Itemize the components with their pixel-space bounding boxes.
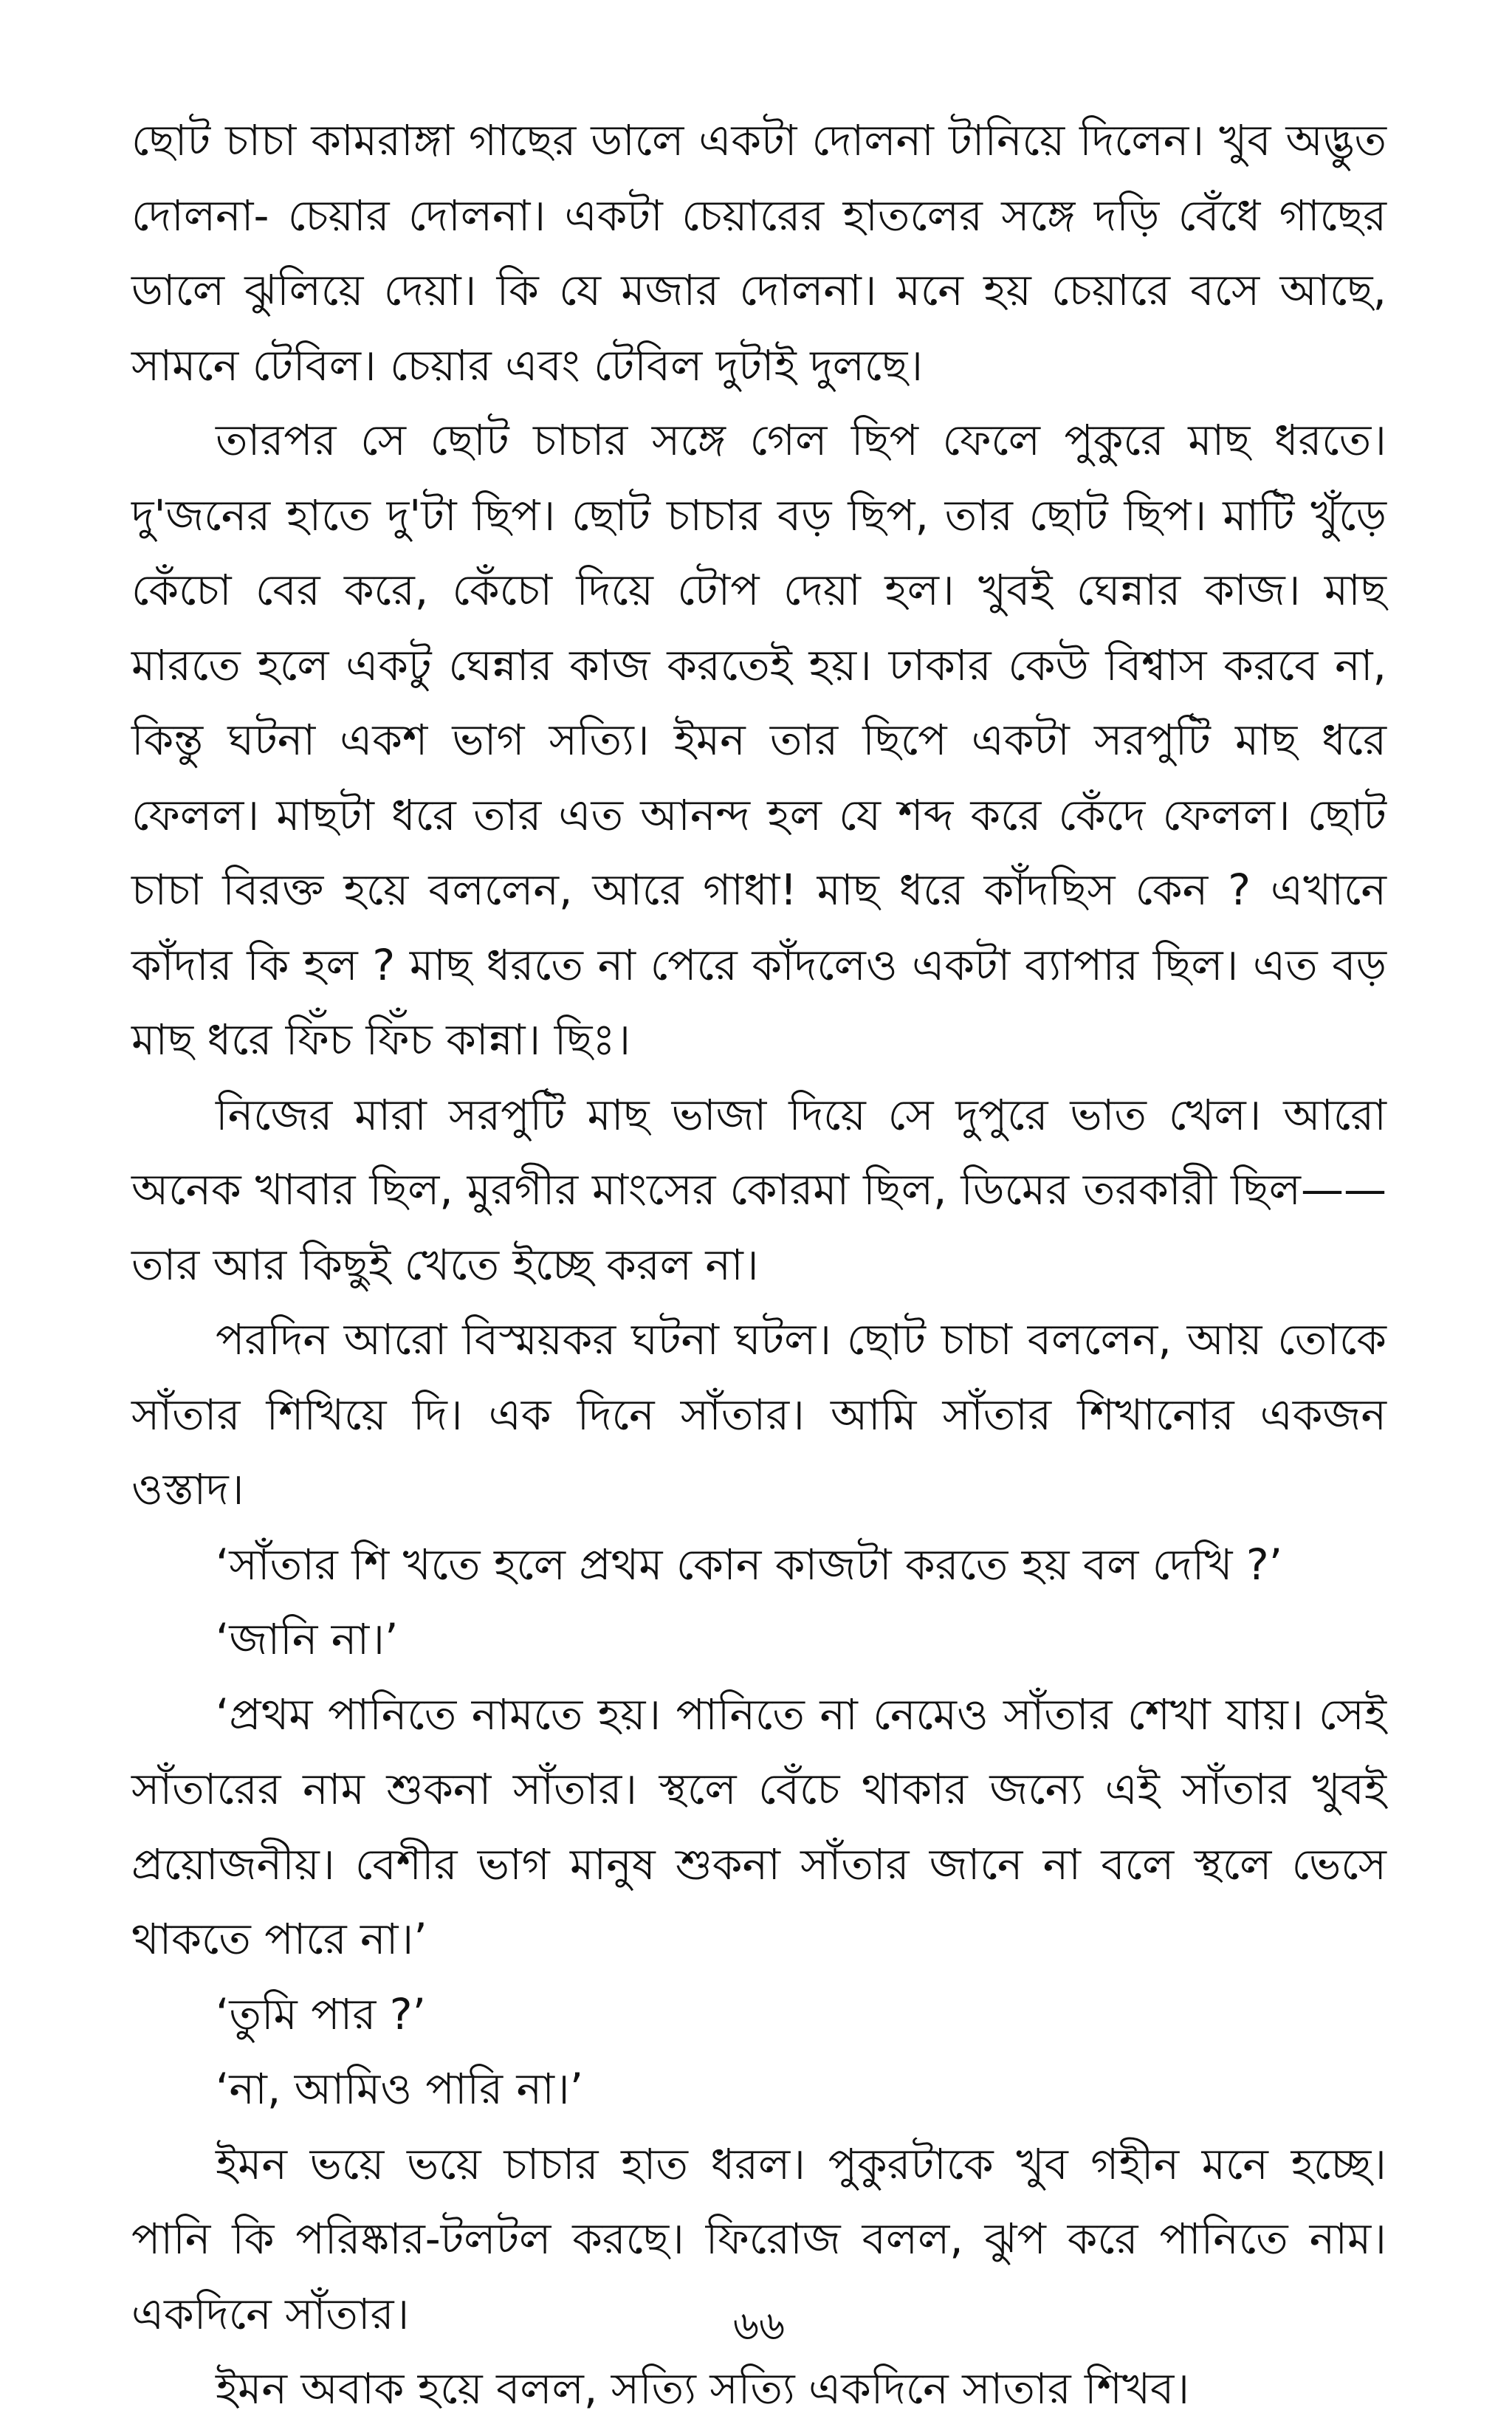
paragraph-7: ‘প্রথম পানিতে নামতে হয়। পানিতে না নেমেও সাঁতার শেখা যায়। সেই সাঁতারের নাম শুকনা সাঁতার। স্থলে বেঁচে থাকার জন্যে এই সাঁতার খুবই প্রয়োজনীয়। বেশীর ভাগ মানুষ শুকনা সাঁতার জানে না বলে স্থলে ভেসে থাকতে পারে না।’ bbox=[131, 1689, 1386, 1964]
page-number: ৬৬ bbox=[732, 2302, 786, 2349]
paragraph-1: ছোট চাচা কামরাঙ্গা গাছের ডালে একটা দোলনা টানিয়ে দিলেন। খুব অদ্ভুত দোলনা- চেয়ার দোলনা। একটা চেয়ারের হাতলের সঙ্গে দড়ি বেঁধে গাছের ডালে ঝুলিয়ে দেয়া। কি যে মজার দোলনা। মনে হয় চেয়ারে বসে আছে, সামনে টেবিল। চেয়ার এবং টেবিল দুটাই দুলছে। bbox=[131, 115, 1386, 391]
paragraph-9: ‘না, আমিও পারি না।’ bbox=[216, 2064, 584, 2114]
body-text bbox=[131, 103, 1386, 2427]
paragraph-10: ইমন ভয়ে ভয়ে চাচার হাত ধরল। পুকুরটাকে খুব গহীন মনে হচ্ছে। পানি কি পরিষ্কার-টলটল করছে। ফিরোজ বলল, ঝুপ করে পানিতে নাম। একদিনে সাঁতার। bbox=[131, 2138, 1386, 2339]
book-page bbox=[131, 103, 1386, 2414]
paragraph-11: ইমন অবাক হয়ে বলল, সত্যি সত্যি একদিনে সাতার শিখব। bbox=[216, 2364, 1190, 2414]
paragraph-3: নিজের মারা সরপুটি মাছ ভাজা দিয়ে সে দুপুরে ভাত খেল। আরো অনেক খাবার ছিল, মুরগীর মাংসের কোরমা ছিল, ডিমের তরকারী ছিল——তার আর কিছুই খেতে ইচ্ছে করল না। bbox=[131, 1089, 1386, 1290]
paragraph-4: পরদিন আরো বিস্ময়কর ঘটনা ঘটল। ছোট চাচা বললেন, আয় তোকে সাঁতার শিখিয়ে দি। এক দিনে সাঁতার। আমি সাঁতার শিখানোর একজন ওস্তাদ। bbox=[131, 1314, 1386, 1514]
paragraph-8: ‘তুমি পার ?’ bbox=[216, 1988, 426, 2039]
paragraph-2: তারপর সে ছোট চাচার সঙ্গে গেল ছিপ ফেলে পুকুরে মাছ ধরতে। দু'জনের হাতে দু'টা ছিপ। ছোট চাচার বড় ছিপ, তার ছোট ছিপ। মাটি খুঁড়ে কেঁচো বের করে, কেঁচো দিয়ে টোপ দেয়া হল। খুবই ঘেন্নার কাজ। মাছ মারতে হলে একটু ঘেন্নার কাজ করতেই হয়। ঢাকার কেউ বিশ্বাস করবে না, কিন্তু ঘটনা একশ ভাগ সত্যি। ইমন তার ছিপে একটা সরপুটি মাছ ধরে ফেলল। মাছটা ধরে তার এত আনন্দ হল যে শব্দ করে কেঁদে ফেলল। ছোট চাচা বিরক্ত হয়ে বললেন, আরে গাধা! মাছ ধরে কাঁদছিস কেন ? এখানে কাঁদার কি হল ? মাছ ধরতে না পেরে কাঁদলেও একটা ব্যাপার ছিল। এত বড় মাছ ধরে ফিঁচ ফিঁচ কান্না। ছিঃ। bbox=[131, 415, 1386, 1065]
paragraph-6: ‘জানি না।’ bbox=[216, 1614, 399, 1664]
paragraph-5: ‘সাঁতার শি খতে হলে প্রথম কোন কাজটা করতে হয় বল দেখি ?’ bbox=[216, 1539, 1283, 1590]
